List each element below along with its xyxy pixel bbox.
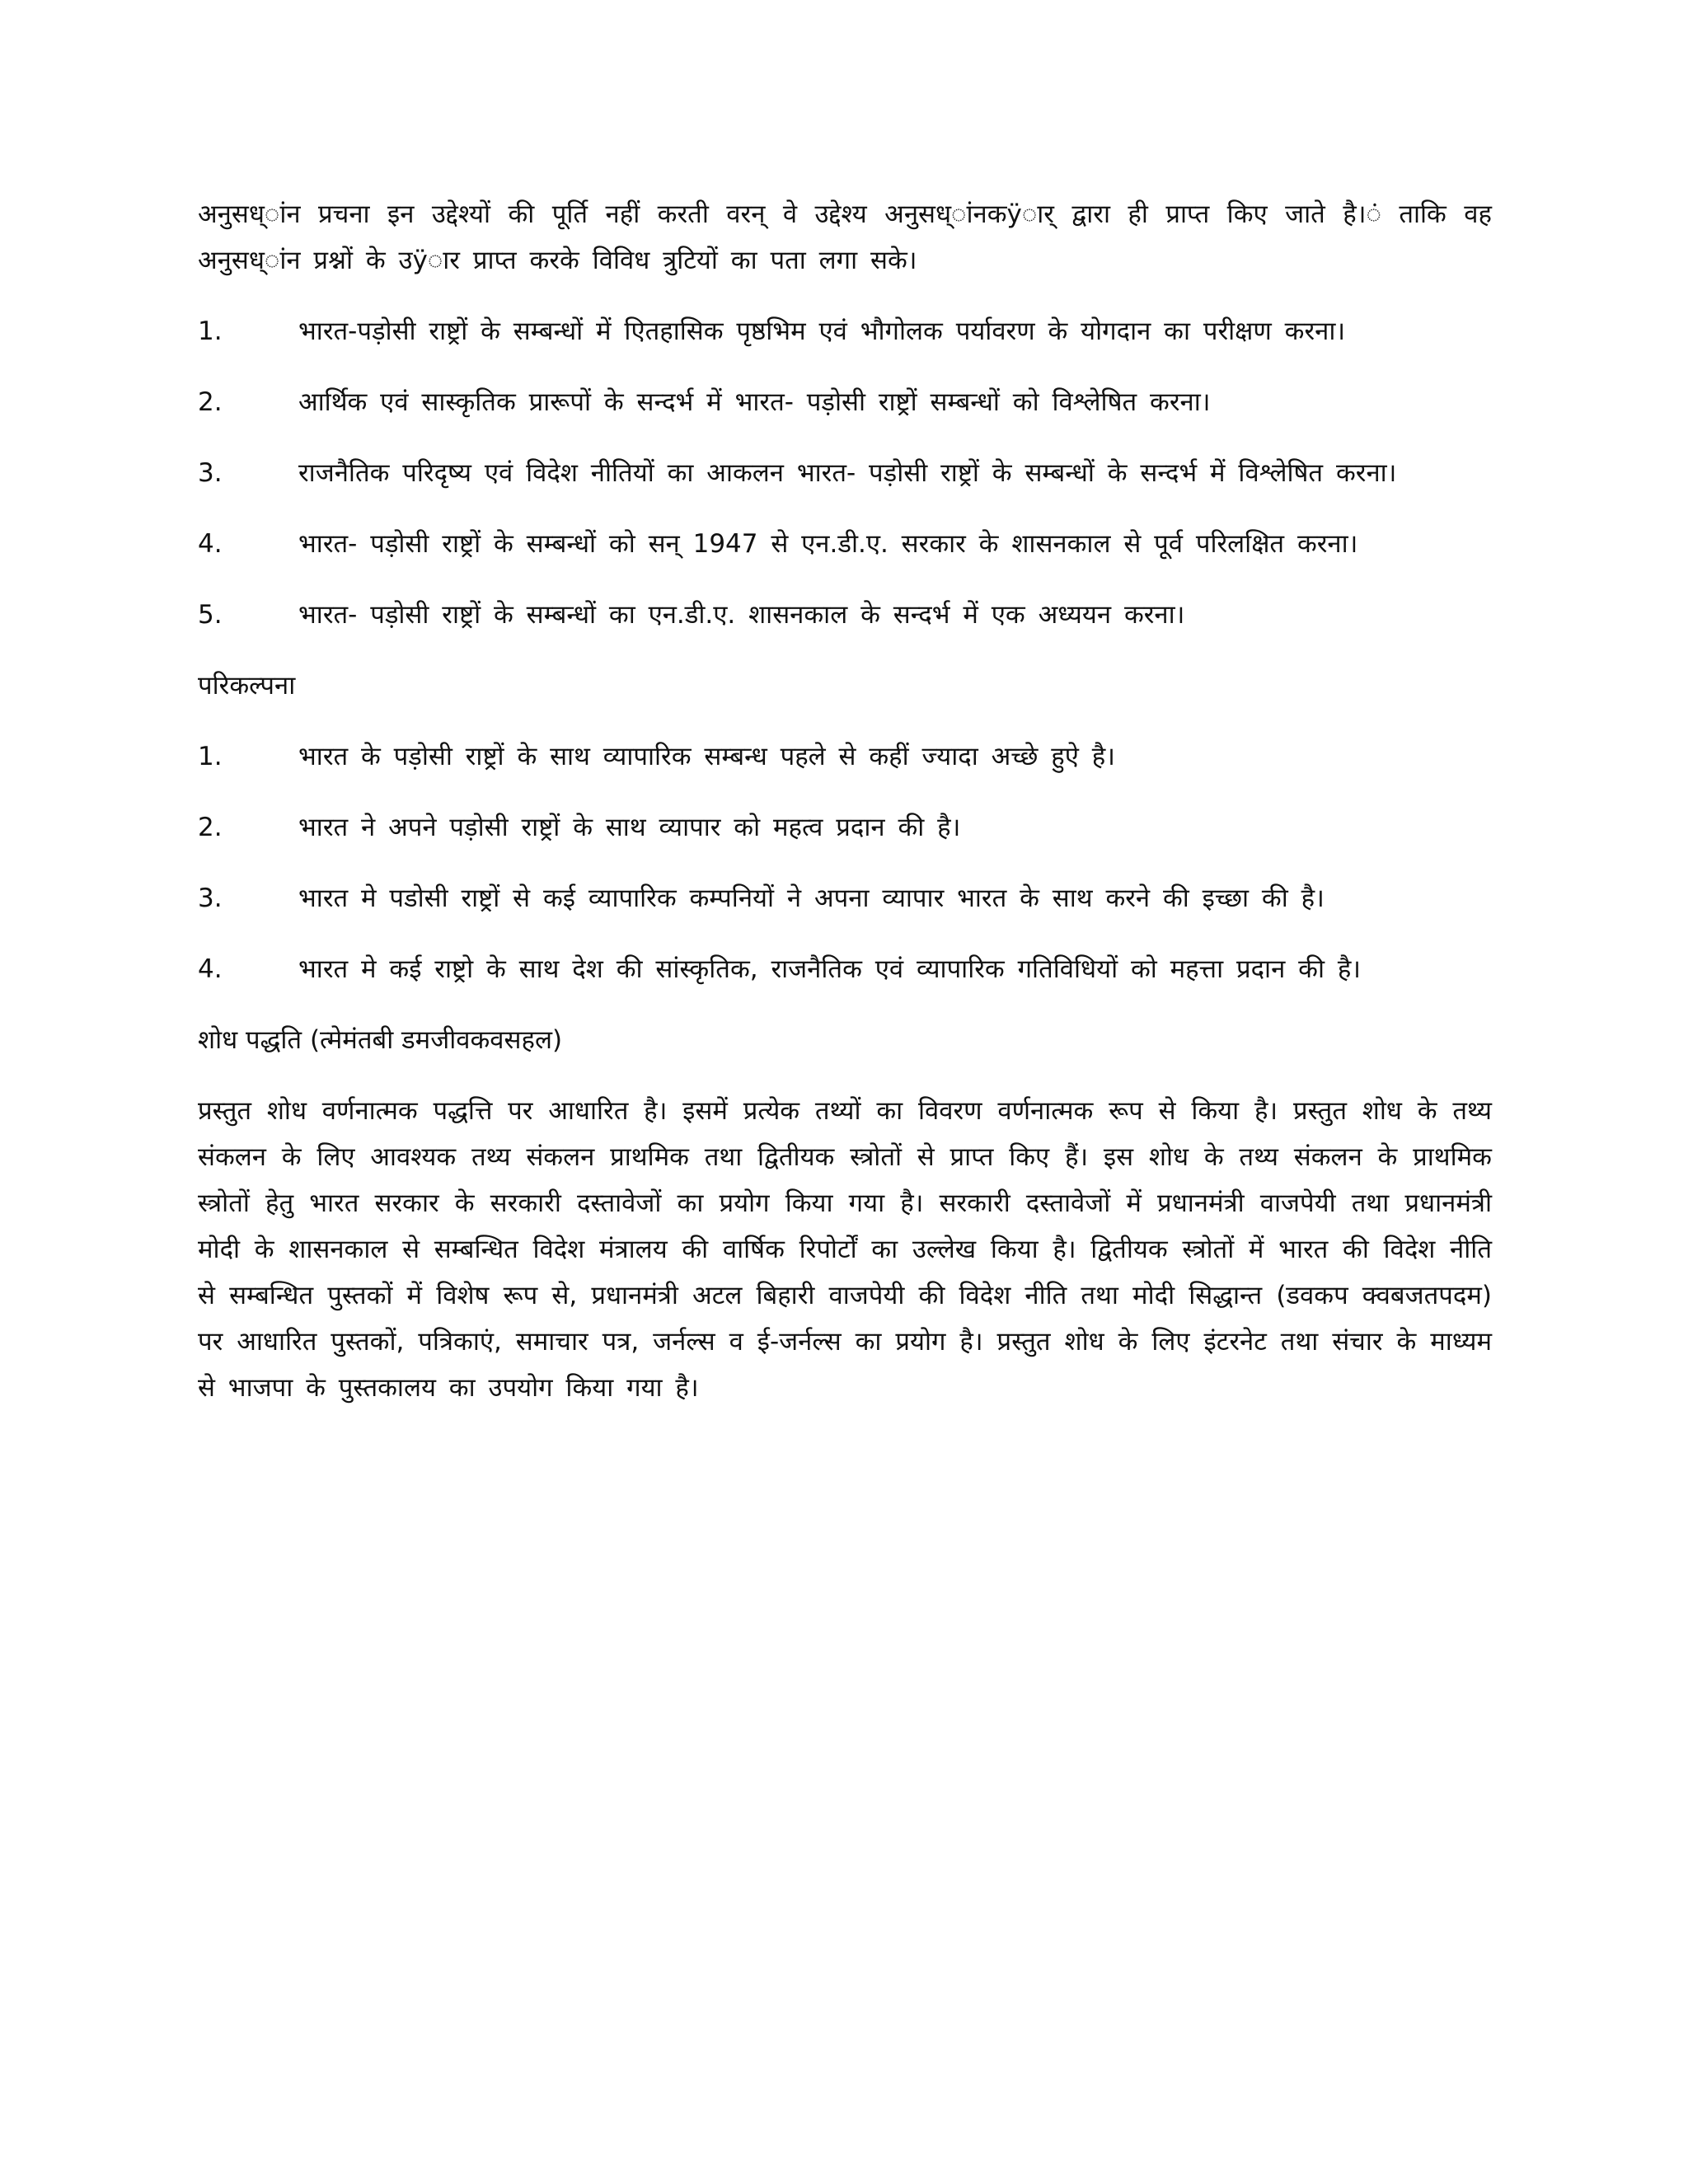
- hypothesis-number: 2.: [198, 813, 223, 842]
- hypothesis-item-3: [198, 875, 1492, 921]
- objective-number: 2.: [198, 387, 223, 417]
- objective-text: भारत- पड़ोसी राष्ट्रों के सम्बन्धों का एन.डी.ए. शासनकाल के सन्दर्भ में एक अध्ययन करना।: [298, 600, 1185, 630]
- hypothesis-text: भारत ने अपने पड़ोसी राष्ट्रों के साथ व्यापार को महत्व प्रदान की है।: [298, 813, 961, 842]
- objective-number: 4.: [198, 529, 223, 559]
- method-paragraph: प्रस्तुत शोध वर्णनात्मक पद्धत्ति पर आधारित है। इसमें प्रत्येक तथ्यों का विवरण वर्णनात्मक रूप से किया है। प्रस्तुत शोध के तथ्य संकलन के लिए आवश्यक तथ्य संकलन प्राथमिक तथा द्वितीयक स्त्रोतों से प्राप्त किए हैं। इस शोध के तथ्य संकलन के प्राथमिक स्त्रोतों हेतु भारत सरकार के सरकारी दस्तावेजों का प्रयोग किया गया है। सरकारी दस्तावेजों में प्रधानमंत्री वाजपेयी तथा प्रधानमंत्री मोदी के शासनकाल से सम्बन्धित विदेश मंत्रालय की वार्षिक रिपोर्टों का उल्लेख किया है। द्वितीयक स्त्रोतों में भारत की विदेश नीति से सम्बन्धित पुस्तकों में विशेष रूप से, प्रधानमंत्री अटल बिहारी वाजपेयी की विदेश नीति तथा मोदी सिद्धान्त (डवकप क्वबजतपदम) पर आधारित पुस्तकों, पत्रिकाएं, समाचार पत्र, जर्नल्स व ई-जर्नल्स का प्रयोग है। प्रस्तुत शोध के लिए इंटरनेट तथा संचार के माध्यम से भाजपा के पुस्तकालय का उपयोग किया गया है।: [198, 1096, 1492, 1403]
- objective-item-5: [198, 592, 1492, 638]
- objective-text: भारत- पड़ोसी राष्ट्रों के सम्बन्धों को सन् 1947 से एन.डी.ए. सरकार के शासनकाल से पूर्व परिलक्षित करना।: [298, 529, 1358, 559]
- hypothesis-text: भारत मे पडोसी राष्ट्रों से कई व्यापारिक कम्पनियों ने अपना व्यापार भारत के साथ करने की इच्छा की है।: [298, 883, 1325, 913]
- objective-number: 3.: [198, 458, 223, 488]
- objective-number: 1.: [198, 316, 223, 346]
- hypothesis-heading: परिकल्पना: [198, 671, 296, 701]
- hypothesis-number: 3.: [198, 883, 223, 913]
- document-page: [198, 191, 1492, 1436]
- objective-item-3: [198, 450, 1492, 496]
- objectives-list: [198, 308, 1492, 638]
- hypothesis-text: भारत के पड़ोसी राष्ट्रों के साथ व्यापारिक सम्बन्ध पहले से कहीं ज्यादा अच्छे हुऐ है।: [298, 742, 1115, 771]
- objective-item-2: [198, 379, 1492, 425]
- hypothesis-item-2: [198, 804, 1492, 851]
- method-heading: शोध पद्धति (त्मेमंतबी डमजीवकवसहल): [198, 1025, 563, 1055]
- hypothesis-text: भारत मे कई राष्ट्रो के साथ देश की सांस्कृतिक, राजनैतिक एवं व्यापारिक गतिविधियों को महत्ता प्रदान की है।: [298, 954, 1362, 984]
- hypothesis-item-1: [198, 733, 1492, 780]
- intro-paragraph: अनुसध्ांन प्रचना इन उद्देश्यों की पूर्ति नहीं करती वरन् वे उद्देश्य अनुसध्ांनकÿार् द्वारा ही प्राप्त किए जाते है।ं ताकि वह अनुसध्ांन प्रश्नों के उÿार प्राप्त करके विविध त्रुटियों का पता लगा सके।: [198, 199, 1492, 275]
- objective-text: भारत-पड़ोसी राष्ट्रों के सम्बन्धों में एितहासिक पृष्ठभिम एवं भौगोलक पर्यावरण के योगदान का परीक्षण करना।: [298, 316, 1346, 346]
- hypothesis-number: 1.: [198, 742, 223, 771]
- objective-item-4: [198, 521, 1492, 567]
- objective-text: आर्थिक एवं सास्कृतिक प्रारूपों के सन्दर्भ में भारत- पड़ोसी राष्ट्रों सम्बन्धों को विश्लेषित करना।: [298, 387, 1211, 417]
- hypotheses-list: [198, 733, 1492, 992]
- objective-text: राजनैतिक परिदृष्य एवं विदेश नीतियों का आकलन भारत- पड़ोसी राष्ट्रों के सम्बन्धों के सन्दर्भ में विश्लेषित करना।: [298, 458, 1397, 488]
- hypothesis-item-4: [198, 946, 1492, 992]
- objective-item-1: [198, 308, 1492, 354]
- objective-number: 5.: [198, 600, 223, 630]
- hypothesis-number: 4.: [198, 954, 223, 984]
